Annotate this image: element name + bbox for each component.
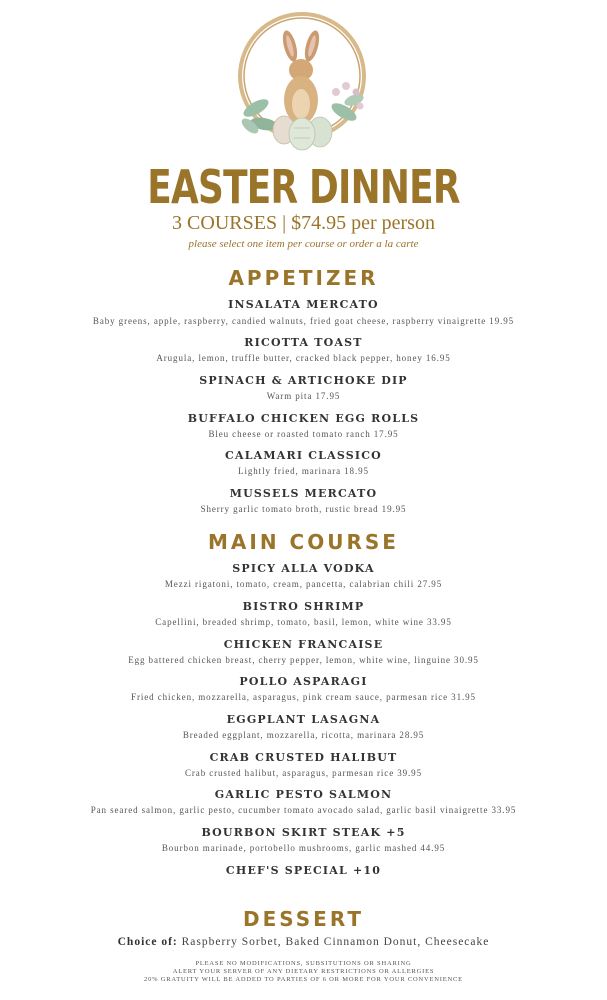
- menu-item-desc: Fried chicken, mozzarella, asparagus, pink cream sauce, parmesan rice 31.95: [131, 692, 476, 702]
- menu-note: please select one item per course or order a la carte: [188, 238, 419, 250]
- footer-line-1: PLEASE NO MODIFICATIONS, SUBSITUTIONS OR SHARING: [195, 960, 412, 967]
- menu-title: EASTER DINNER: [147, 160, 460, 214]
- menu-subtitle: 3 COURSES | $74.95 per person: [172, 212, 435, 234]
- menu-item-desc: Egg battered chicken breast, cherry pepper, lemon, white wine, linguine 30.95: [128, 655, 479, 665]
- main-course-heading: MAIN COURSE: [208, 530, 399, 554]
- menu-item-name: INSALATA MERCATO: [228, 298, 379, 311]
- menu-item-desc: Arugula, lemon, truffle butter, cracked black pepper, honey 16.95: [156, 353, 451, 363]
- menu-item-desc: Mezzi rigatoni, tomato, cream, pancetta, calabrian chili 27.95: [164, 579, 443, 589]
- appetizer-heading: APPETIZER: [228, 266, 379, 290]
- menu-item-desc: Baby greens, apple, raspberry, candied walnuts, fried goat cheese, raspberry vinaigrette 19.95: [92, 316, 515, 326]
- menu-item-name: SPICY ALLA VODKA: [232, 562, 375, 575]
- footer-line-3: 20% GRATUITY WILL BE ADDED TO PARTIES OF 6 OR MORE FOR YOUR CONVENIENCE: [144, 976, 463, 983]
- easter-bunny-wreath-logo: [228, 8, 376, 153]
- menu-item-desc: Bourbon marinade, portobello mushrooms, garlic mashed 44.95: [161, 843, 446, 853]
- menu-item-name: RICOTTA TOAST: [244, 336, 363, 349]
- menu-item-name: BUFFALO CHICKEN EGG ROLLS: [187, 412, 420, 425]
- dessert-heading: DESSERT: [243, 907, 364, 931]
- menu-item-desc: Lightly fried, marinara 18.95: [238, 466, 369, 476]
- menu-item-name: CALAMARI CLASSICO: [225, 449, 382, 462]
- footer-line-2: ALERT YOUR SERVER OF ANY DIETARY RESTRICTIONS OR ALLERGIES: [172, 968, 435, 975]
- menu-item-name: BISTRO SHRIMP: [242, 600, 365, 613]
- menu-item-name: BOURBON SKIRT STEAK +5: [201, 826, 406, 839]
- menu-item-desc: Bleu cheese or roasted tomato ranch 17.95: [208, 429, 399, 439]
- menu-item-desc: Sherry garlic tomato broth, rustic bread 19.95: [200, 504, 407, 514]
- menu-item-desc: Pan seared salmon, garlic pesto, cucumber tomato avocado salad, garlic basil vinaigrette 33.95: [90, 805, 517, 815]
- menu-item-name: CRAB CRUSTED HALIBUT: [209, 751, 398, 764]
- menu-item-desc: Capellini, breaded shrimp, tomato, basil, lemon, white wine 33.95: [155, 617, 452, 627]
- menu-item-desc: Breaded eggplant, mozzarella, ricotta, marinara 28.95: [182, 730, 425, 740]
- menu-item-name: CHEF'S SPECIAL +10: [225, 864, 382, 877]
- menu-item-name: GARLIC PESTO SALMON: [214, 788, 393, 801]
- menu-item-desc: Crab crusted halibut, asparagus, parmesan rice 39.95: [185, 768, 422, 778]
- menu-item-desc: Warm pita 17.95: [266, 391, 341, 401]
- dessert-choice-label: Choice of:: [117, 936, 178, 948]
- menu-item-name: MUSSELS MERCATO: [229, 487, 378, 500]
- dessert-choice: [0, 936, 607, 948]
- menu-item-name: SPINACH & ARTICHOKE DIP: [199, 374, 408, 387]
- menu-item-name: CHICKEN FRANCAISE: [223, 638, 384, 651]
- menu-item-name: POLLO ASPARAGI: [239, 675, 368, 688]
- menu-item-name: EGGPLANT LASAGNA: [226, 713, 381, 726]
- dessert-choice-items: Raspberry Sorbet, Baked Cinnamon Donut, Cheesecake: [181, 936, 490, 948]
